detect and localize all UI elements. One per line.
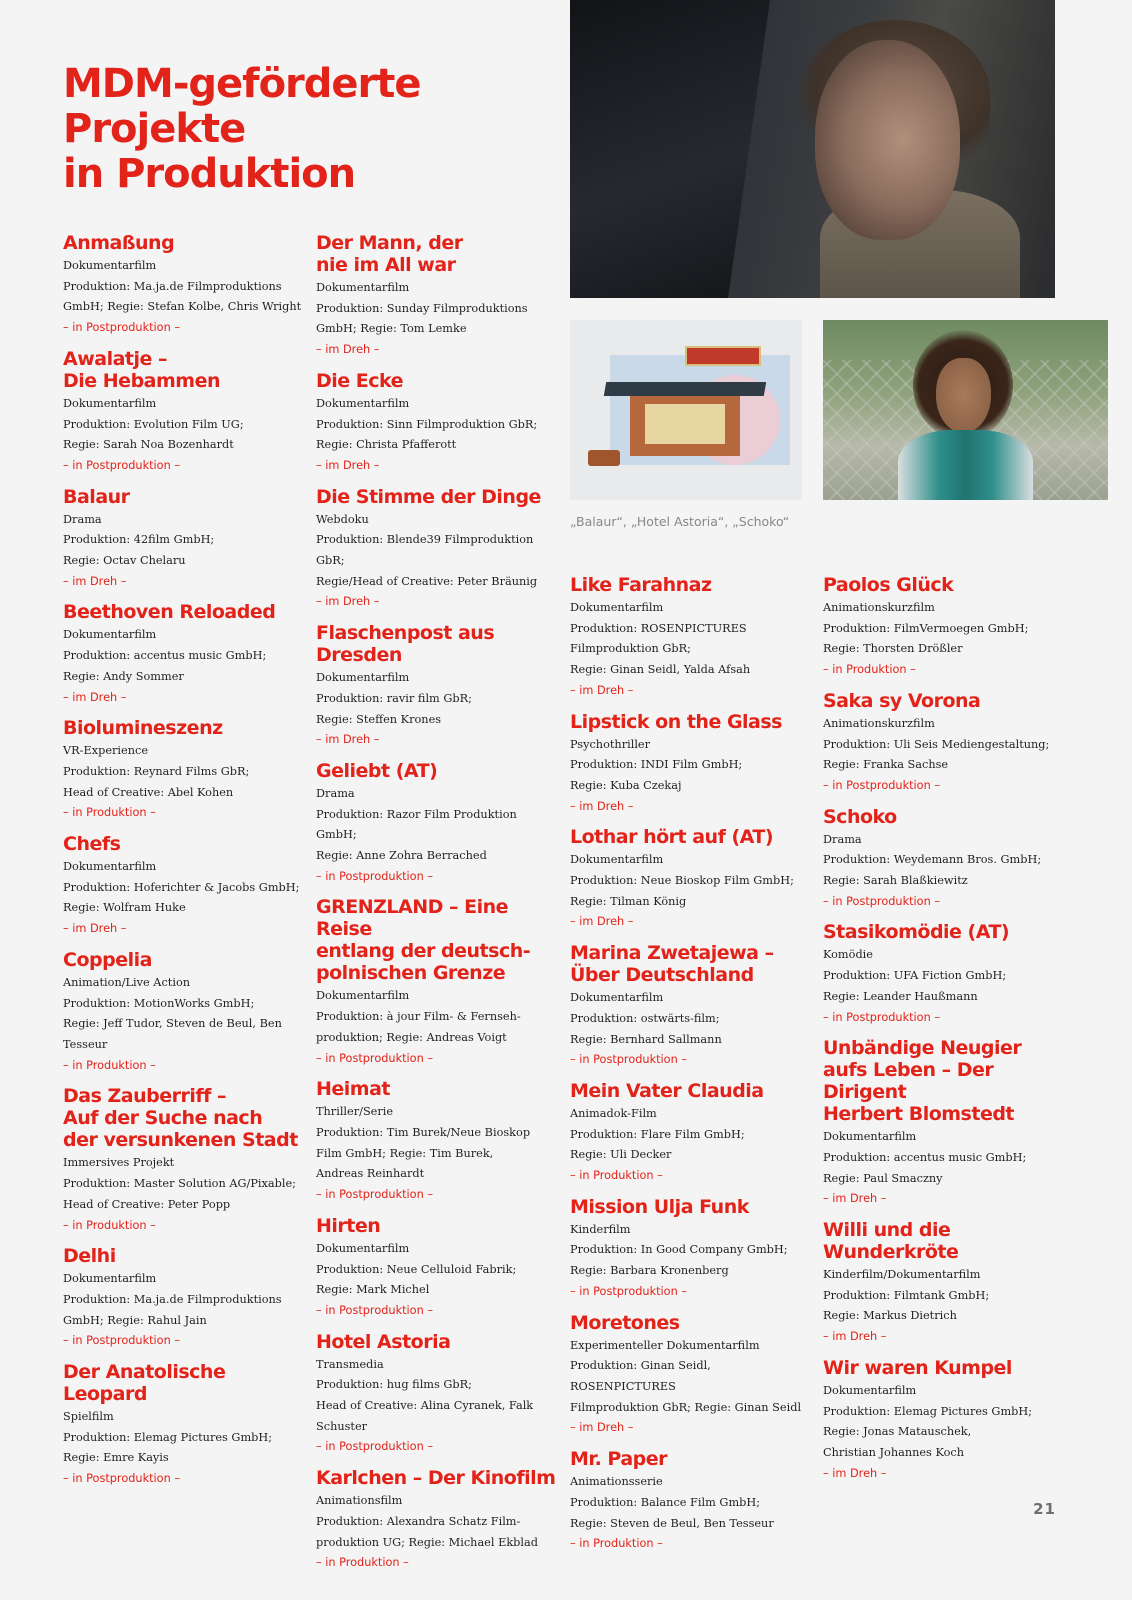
project-title: Die Stimme der Dinge (316, 485, 541, 508)
project-genre: Dokumentarfilm (570, 853, 664, 867)
project-credits: Produktion: ostwärts-film; Regie: Bernhard Sallmann (570, 1011, 722, 1046)
project-credits: Produktion: Razor Film Produktion GmbH; Regie: Anne Zohra Berrached (316, 807, 517, 863)
project-status: – in Postproduktion – (316, 1188, 433, 1202)
project-entry (63, 1245, 303, 1352)
project-status: – in Postproduktion – (63, 1334, 180, 1348)
project-entry (63, 1085, 303, 1236)
project-genre: Dokumentarfilm (823, 1383, 917, 1397)
project-column-3 (570, 574, 810, 1564)
project-status: – im Dreh – (316, 595, 380, 609)
project-credits: Produktion: Alexandra Schatz Film- produktion UG; Regie: Michael Ekblad (316, 1514, 538, 1549)
project-status: – in Postproduktion – (63, 1472, 180, 1486)
project-status: – in Postproduktion – (570, 1284, 687, 1298)
project-entry (316, 896, 556, 1069)
project-entry (63, 949, 303, 1077)
project-credits: Produktion: Ma.ja.de Filmproduktions GmbH; Regie: Rahul Jain (63, 1292, 282, 1327)
project-status: – im Dreh – (570, 799, 634, 813)
project-genre: VR-Experience (63, 744, 149, 758)
project-status: – in Postproduktion – (823, 1010, 940, 1024)
project-status: – in Produktion – (63, 1218, 156, 1232)
project-status: – in Postproduktion – (823, 894, 940, 908)
project-credits: Produktion: Sinn Filmproduktion GbR; Regie: Christa Pfafferott (316, 417, 538, 452)
project-title: Heimat (316, 1078, 391, 1101)
project-credits: Produktion: UFA Fiction GmbH; Regie: Leander Haußmann (823, 969, 1007, 1003)
project-status: – in Postproduktion – (63, 321, 180, 335)
project-genre: Dokumentarfilm (570, 601, 664, 614)
project-genre: Animationsfilm (316, 1494, 403, 1508)
project-genre: Drama (823, 832, 862, 846)
project-credits: Produktion: Reynard Films GbR; Head of Creative: Abel Kohen (63, 764, 250, 799)
project-entry (823, 1037, 1073, 1210)
project-genre: Dokumentarfilm (63, 1272, 157, 1286)
project-status: – in Postproduktion – (570, 1053, 687, 1067)
project-status: – in Produktion – (823, 663, 916, 677)
project-entry (63, 717, 303, 824)
project-credits: Produktion: Hoferichter & Jacobs GmbH; Regie: Wolfram Huke (63, 880, 300, 915)
project-title: Unbändige Neugier aufs Leben – Der Dirigent Herbert Blomstedt (823, 1037, 1022, 1126)
project-title: Lipstick on the Glass (570, 710, 782, 733)
project-entry (63, 1361, 303, 1490)
project-credits: Produktion: Elemag Pictures GmbH; Regie: Jonas Matauschek, Christian Johannes Koch (823, 1404, 1033, 1459)
project-status: – im Dreh – (823, 1330, 887, 1344)
project-title: Mr. Paper (570, 1448, 667, 1471)
project-credits: Produktion: Evolution Film UG; Regie: Sarah Noa Bozenhardt (63, 417, 244, 452)
project-entry (823, 806, 1073, 913)
project-entry (316, 232, 556, 361)
project-entry (823, 574, 1073, 681)
project-genre: Dokumentarfilm (823, 1130, 917, 1144)
project-entry (823, 1219, 1073, 1348)
project-entry (316, 760, 556, 888)
project-genre: Dokumentarfilm (316, 989, 410, 1003)
project-status: – in Produktion – (316, 1556, 409, 1570)
project-entry (570, 574, 810, 702)
project-title: Beethoven Reloaded (63, 601, 276, 624)
project-genre: Komödie (823, 948, 873, 962)
project-status: – im Dreh – (570, 915, 634, 929)
photo-hotel-astoria-illustration (570, 320, 802, 500)
project-credits: Produktion: Ma.ja.de Filmproduktions GmbH; Regie: Stefan Kolbe, Chris Wright (63, 279, 302, 314)
project-entry (63, 833, 303, 940)
project-genre: Dokumentarfilm (63, 628, 157, 642)
project-credits: Produktion: ravir film GbR; Regie: Steffen Krones (316, 691, 472, 726)
project-entry (316, 1215, 556, 1322)
project-entry (63, 348, 303, 477)
project-status: – im Dreh – (570, 683, 634, 697)
project-credits: Produktion: Ginan Seidl, ROSENPICTURES Filmproduktion GbR; Regie: Ginan Seidl (570, 1359, 802, 1414)
project-title: Paolos Glück (823, 574, 954, 596)
project-status: – im Dreh – (570, 1421, 634, 1435)
project-column-1 (63, 232, 303, 1499)
project-title: Saka sy Vorona (823, 689, 981, 712)
project-title: Marina Zwetajewa – Über Deutschland (570, 942, 774, 987)
photo-caption: „Balaur“, „Hotel Astoria“, „Schoko“ (570, 514, 790, 529)
project-entry (316, 622, 556, 751)
project-status: – in Produktion – (570, 1537, 663, 1551)
page-number: 21 (1033, 1500, 1056, 1518)
project-title: Anmaßung (63, 232, 175, 254)
project-entry (63, 486, 303, 593)
project-title: Coppelia (63, 948, 152, 971)
project-title: Der Anatolische Leopard (63, 1361, 226, 1406)
project-credits: Produktion: MotionWorks GmbH; Regie: Jeff Tudor, Steven de Beul, Ben Tesseur (63, 996, 282, 1051)
project-credits: Produktion: Blende39 Filmproduktion GbR; Regie/Head of Creative: Peter Bräunig (316, 533, 538, 588)
project-entry (570, 1080, 810, 1187)
project-genre: Animationsserie (570, 1475, 663, 1489)
project-credits: Produktion: ROSENPICTURES Filmproduktion GbR; Regie: Ginan Seidl, Yalda Afsah (570, 621, 751, 677)
project-credits: Produktion: à jour Film- & Fernseh- produktion; Regie: Andreas Voigt (316, 1010, 521, 1044)
project-title: Like Farahnaz (570, 574, 712, 596)
project-genre: Webdoku (316, 512, 369, 526)
project-title: Lothar hört auf (AT) (570, 826, 774, 849)
project-status: – in Postproduktion – (316, 1440, 433, 1454)
project-status: – im Dreh – (63, 690, 127, 704)
project-genre: Dokumentarfilm (316, 281, 410, 294)
project-status: – in Produktion – (63, 1058, 156, 1072)
project-credits: Produktion: Balance Film GmbH; Regie: Steven de Beul, Ben Tesseur (570, 1495, 774, 1530)
project-status: – in Postproduktion – (823, 778, 940, 792)
project-title: Moretones (570, 1311, 680, 1334)
project-entry (570, 1448, 810, 1555)
project-genre: Drama (63, 512, 102, 526)
project-genre: Dokumentarfilm (570, 991, 664, 1005)
project-credits: Produktion: Tim Burek/Neue Bioskop Film GmbH; Regie: Tim Burek, Andreas Reinhardt (316, 1125, 531, 1181)
project-entry (316, 1331, 556, 1459)
project-genre: Kinderfilm/Dokumentarfilm (823, 1268, 981, 1282)
project-title: Mein Vater Claudia (570, 1079, 764, 1102)
project-genre: Dokumentarfilm (63, 860, 157, 874)
project-column-2 (316, 232, 556, 1583)
project-credits: Produktion: INDI Film GmbH; Regie: Kuba Czekaj (570, 758, 743, 792)
project-entry (570, 1196, 810, 1303)
project-genre: Drama (316, 786, 355, 800)
project-title: Biolumineszenz (63, 717, 223, 740)
project-title: Die Ecke (316, 369, 404, 392)
project-status: – im Dreh – (823, 1466, 887, 1480)
project-entry (823, 921, 1073, 1028)
project-genre: Dokumentarfilm (63, 259, 157, 272)
project-title: Delhi (63, 1245, 116, 1268)
project-status: – im Dreh – (316, 733, 380, 747)
project-status: – in Postproduktion – (316, 869, 433, 883)
project-entry (823, 1357, 1073, 1485)
project-title: GRENZLAND – Eine Reise entlang der deutsch- polnischen Grenze (316, 896, 531, 985)
project-title: Der Mann, der nie im All war (316, 232, 463, 276)
project-credits: Produktion: Neue Bioskop Film GmbH; Regie: Tilman König (570, 874, 794, 908)
photo-woman-in-car (570, 0, 1055, 298)
project-column-4 (823, 574, 1073, 1493)
project-status: – in Postproduktion – (316, 1303, 433, 1317)
project-entry (570, 826, 810, 933)
project-genre: Dokumentarfilm (316, 671, 410, 685)
project-status: – im Dreh – (63, 574, 127, 588)
project-genre: Experimenteller Dokumentarfilm (570, 1338, 760, 1352)
project-title: Hotel Astoria (316, 1330, 451, 1353)
project-genre: Thriller/Serie (316, 1105, 394, 1119)
project-genre: Immersives Projekt (63, 1156, 175, 1170)
project-credits: Produktion: Neue Celluloid Fabrik; Regie: Mark Michel (316, 1262, 517, 1297)
photo-woman-at-fence (823, 320, 1108, 500)
project-credits: Produktion: accentus music GmbH; Regie: Andy Sommer (63, 649, 267, 683)
project-credits: Produktion: Weydemann Bros. GmbH; Regie: Sarah Blaßkiewitz (823, 853, 1042, 888)
project-title: Mission Ulja Funk (570, 1195, 749, 1218)
project-credits: Produktion: Flare Film GmbH; Regie: Uli Decker (570, 1127, 745, 1162)
project-genre: Dokumentarfilm (316, 396, 410, 410)
project-genre: Kinderfilm (570, 1222, 631, 1236)
project-status: – im Dreh – (823, 1192, 887, 1206)
project-entry (316, 370, 556, 477)
project-entry (823, 690, 1073, 797)
project-credits: Produktion: accentus music GmbH; Regie: Paul Smaczny (823, 1150, 1027, 1185)
project-genre: Animationskurzfilm (823, 716, 935, 730)
project-title: Chefs (63, 833, 121, 856)
project-title: Awalatje – Die Hebammen (63, 347, 221, 392)
project-status: – in Produktion – (63, 806, 156, 820)
project-title: Schoko (823, 805, 897, 828)
project-entry (63, 601, 303, 708)
project-entry (570, 942, 810, 1071)
project-entry (63, 232, 303, 339)
project-genre: Animationskurzfilm (823, 601, 935, 614)
project-status: – im Dreh – (316, 343, 380, 357)
project-status: – in Postproduktion – (63, 458, 180, 472)
project-credits: Produktion: FilmVermoegen GmbH; Regie: Thorsten Drößler (823, 621, 1029, 656)
project-status: – im Dreh – (316, 458, 380, 472)
project-title: Karlchen – Der Kinofilm (316, 1467, 556, 1490)
project-status: – im Dreh – (63, 922, 127, 936)
project-credits: Produktion: Sunday Filmproduktions GmbH; Regie: Tom Lemke (316, 301, 528, 336)
project-status: – in Postproduktion – (316, 1051, 433, 1065)
project-entry (316, 1467, 556, 1574)
project-title: Geliebt (AT) (316, 759, 438, 782)
page-title: MDM-geförderte Projekte in Produktion (63, 61, 421, 197)
project-entry (316, 1078, 556, 1206)
project-entry (316, 486, 556, 614)
project-credits: Produktion: 42film GmbH; Regie: Octav Chelaru (63, 533, 215, 568)
project-title: Hirten (316, 1214, 381, 1237)
project-genre: Spielfilm (63, 1410, 114, 1424)
project-genre: Psychothriller (570, 737, 651, 751)
project-genre: Dokumentarfilm (316, 1241, 410, 1255)
project-title: Balaur (63, 485, 130, 508)
project-genre: Animadok-Film (570, 1106, 657, 1120)
project-title: Stasikomödie (AT) (823, 921, 1010, 944)
project-credits: Produktion: hug films GbR; Head of Creative: Alina Cyranek, Falk Schuster (316, 1378, 534, 1433)
project-entry (570, 1312, 810, 1440)
project-genre: Animation/Live Action (63, 975, 191, 989)
project-credits: Produktion: Elemag Pictures GmbH; Regie: Emre Kayis (63, 1430, 273, 1465)
project-genre: Dokumentarfilm (63, 396, 157, 410)
project-credits: Produktion: In Good Company GmbH; Regie: Barbara Kronenberg (570, 1243, 788, 1278)
project-status: – in Produktion – (570, 1169, 663, 1183)
project-genre: Transmedia (316, 1357, 384, 1371)
project-title: Das Zauberriff – Auf der Suche nach der versunkenen Stadt (63, 1085, 298, 1152)
project-title: Willi und die Wunderkröte (823, 1219, 959, 1264)
project-title: Flaschenpost aus Dresden (316, 622, 495, 667)
project-title: Wir waren Kumpel (823, 1356, 1012, 1379)
project-credits: Produktion: Filmtank GmbH; Regie: Markus Dietrich (823, 1288, 990, 1323)
project-credits: Produktion: Uli Seis Mediengestaltung; Regie: Franka Sachse (823, 737, 1050, 772)
project-credits: Produktion: Master Solution AG/Pixable; Head of Creative: Peter Popp (63, 1177, 296, 1211)
project-entry (570, 711, 810, 818)
